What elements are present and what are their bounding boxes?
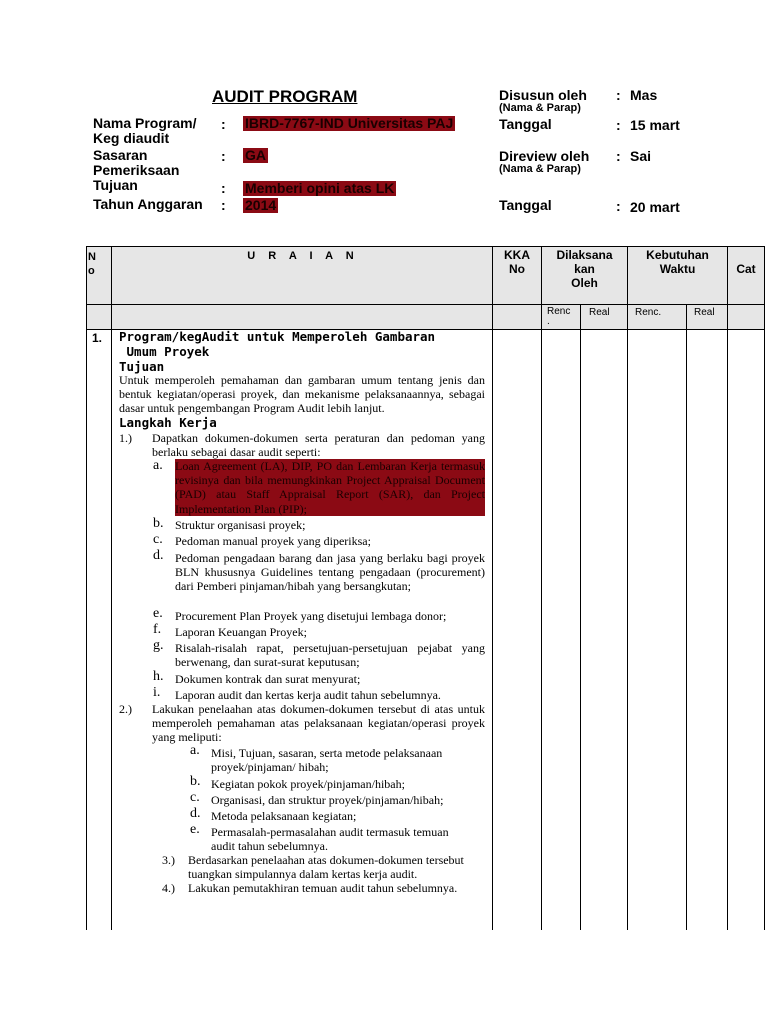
list-item: Laporan audit dan kertas kerja audit tahun sebelumnya. (175, 688, 441, 702)
col-header-cat: Cat (736, 262, 756, 276)
list-item: Organisasi, dan struktur proyek/pinjaman/hibah; (211, 793, 444, 807)
list-marker: c. (190, 790, 200, 805)
colon: : (221, 148, 226, 164)
list-item: Permasalah-permasalahan audit termasuk temuan audit tahun sebelumnya. (211, 825, 449, 854)
label-direview-oleh: Direview oleh (499, 148, 590, 164)
list-item: Misi, Tujuan, sasaran, serta metode pelaksanaan proyek/pinjaman/ hibah; (211, 746, 443, 775)
colon: : (616, 148, 621, 164)
step-text: Berdasarkan penelaahan atas dokumen-dokumen tersebut tuangkan simpulannya dalam kertas kerja audit. (188, 853, 464, 882)
table-left-border (86, 246, 87, 930)
section-title: Program/kegAudit untuk Memperoleh Gambaran Umum Proyek (119, 329, 436, 359)
list-item: Metoda pelaksanaan kegiatan; (211, 809, 357, 823)
step-text: Dapatkan dokumen-dokumen serta peraturan dan pedoman yang berlaku sebagai dasar audit seperti: (152, 431, 485, 460)
col-header-dilaksana: Dilaksana kan Oleh (556, 248, 613, 290)
value-tanggal-2: 20 mart (630, 199, 680, 215)
label-nama-parap: (Nama & Parap) (499, 163, 581, 175)
col-line-no (111, 246, 112, 930)
colon: : (221, 197, 226, 213)
step-number: 3.) (162, 853, 175, 867)
list-marker: b. (153, 516, 164, 531)
value-disusun-oleh: Mas (630, 87, 658, 103)
value-tujuan: Memberi opini atas LK (245, 180, 395, 196)
col-header-kka: KKA No (504, 248, 530, 276)
col-line-kka (541, 246, 542, 930)
page-title: AUDIT PROGRAM (212, 87, 358, 106)
colon: : (221, 180, 226, 196)
list-item: Pedoman pengadaan barang dan jasa yang berlaku bagi proyek BLN khususnya Guidelines tentang pengadaan (procurement) dari Pemberi pinjaman/hibah yang bersangkutan; (175, 551, 485, 594)
label-nama-program: Nama Program/ Keg diaudit (93, 115, 197, 146)
label-disusun-oleh: Disusun oleh (499, 87, 587, 103)
step-text: Lakukan pemutakhiran temuan audit tahun sebelumnya. (188, 881, 458, 895)
value-nama-program: IBRD-7767-IND Universitas PAJ (245, 115, 454, 131)
subcol-renc: Renc . (547, 306, 571, 327)
table-right-border (764, 246, 765, 930)
label-tanggal-1: Tanggal (499, 116, 552, 132)
table-top-border (86, 246, 764, 247)
list-marker: f. (153, 622, 162, 637)
langkah-heading: Langkah Kerja (119, 415, 217, 430)
list-marker: d. (190, 806, 201, 821)
step-text: Lakukan penelaahan atas dokumen-dokumen tersebut di atas untuk memperoleh pemahaman atas pelaksanaan kegiatan/operasi proyek yang meliputi: (152, 702, 485, 745)
colon: : (616, 198, 621, 214)
subcol-renc: Renc. (635, 307, 662, 318)
row-number: 1. (92, 331, 103, 345)
label-tujuan: Tujuan (93, 177, 138, 193)
list-item: Dokumen kontrak dan surat menyurat; (175, 672, 361, 686)
subcol-real: Real (694, 307, 715, 318)
list-marker: e. (153, 606, 163, 621)
list-marker: a. (153, 458, 163, 473)
list-item: Kegiatan pokok proyek/pinjaman/hibah; (211, 777, 405, 791)
colon: : (616, 87, 621, 103)
list-marker: i. (153, 685, 161, 700)
list-marker: a. (190, 743, 200, 758)
tujuan-text: Untuk memperoleh pemahaman dan gambaran umum tentang jenis dan bentuk kegiatan/operasi proyek, dan mekanisme pelaksanaannya, sebagai dasar untuk pengembangan Program Audit lebih lanjut. (119, 373, 485, 416)
table-subcol-line (542, 304, 728, 305)
label-tanggal-2: Tanggal (499, 197, 552, 213)
colon: : (221, 116, 226, 132)
col-line-kebutuhan (727, 246, 728, 930)
list-marker: d. (153, 548, 164, 563)
list-marker: c. (153, 532, 163, 547)
label-nama-parap: (Nama & Parap) (499, 102, 581, 114)
label-sasaran: Sasaran Pemeriksaan (93, 147, 180, 178)
list-item: Procurement Plan Proyek yang disetujui lembaga donor; (175, 609, 447, 623)
step-number: 4.) (162, 881, 175, 895)
step-number: 1.) (119, 431, 132, 445)
list-marker: g. (153, 638, 164, 653)
list-marker: h. (153, 669, 164, 684)
list-item: Pedoman manual proyek yang diperiksa; (175, 534, 371, 548)
subcol-real: Real (589, 307, 610, 318)
value-tanggal-1: 15 mart (630, 117, 680, 133)
list-marker: e. (190, 822, 200, 837)
col-line-dilaksana (627, 246, 628, 930)
list-item: Laporan Keuangan Proyek; (175, 625, 307, 639)
list-item-highlighted: Loan Agreement (LA), DIP, PO dan Lembaran Kerja termasuk revisinya dan bila memungkinkan Project Appraisal Document (PAD) atau Staff Appraisal Report (SAR), dan Project Implementation Plan (PIP); (175, 459, 485, 516)
col-line-renc2 (686, 304, 687, 930)
col-line-uraian (492, 246, 493, 930)
col-header-uraian: U R A I A N (247, 250, 357, 262)
step-number: 2.) (119, 702, 132, 716)
list-item: Struktur organisasi proyek; (175, 518, 306, 532)
value-sasaran: GA (245, 147, 266, 163)
value-direview-oleh: Sai (630, 148, 652, 164)
col-header-no: N o (88, 251, 96, 277)
col-line-renc1 (580, 304, 581, 930)
label-tahun-anggaran: Tahun Anggaran (93, 196, 203, 212)
colon: : (616, 117, 621, 133)
col-header-kebutuhan: Kebutuhan Waktu (646, 248, 709, 276)
header-shade-cat (728, 247, 764, 329)
list-item: Risalah-risalah rapat, persetujuan-persetujuan pejabat yang berwenang, dan surat-surat keputusan; (175, 641, 485, 670)
value-tahun-anggaran: 2014 (245, 197, 277, 213)
tujuan-heading: Tujuan (119, 359, 165, 374)
list-marker: b. (190, 774, 201, 789)
